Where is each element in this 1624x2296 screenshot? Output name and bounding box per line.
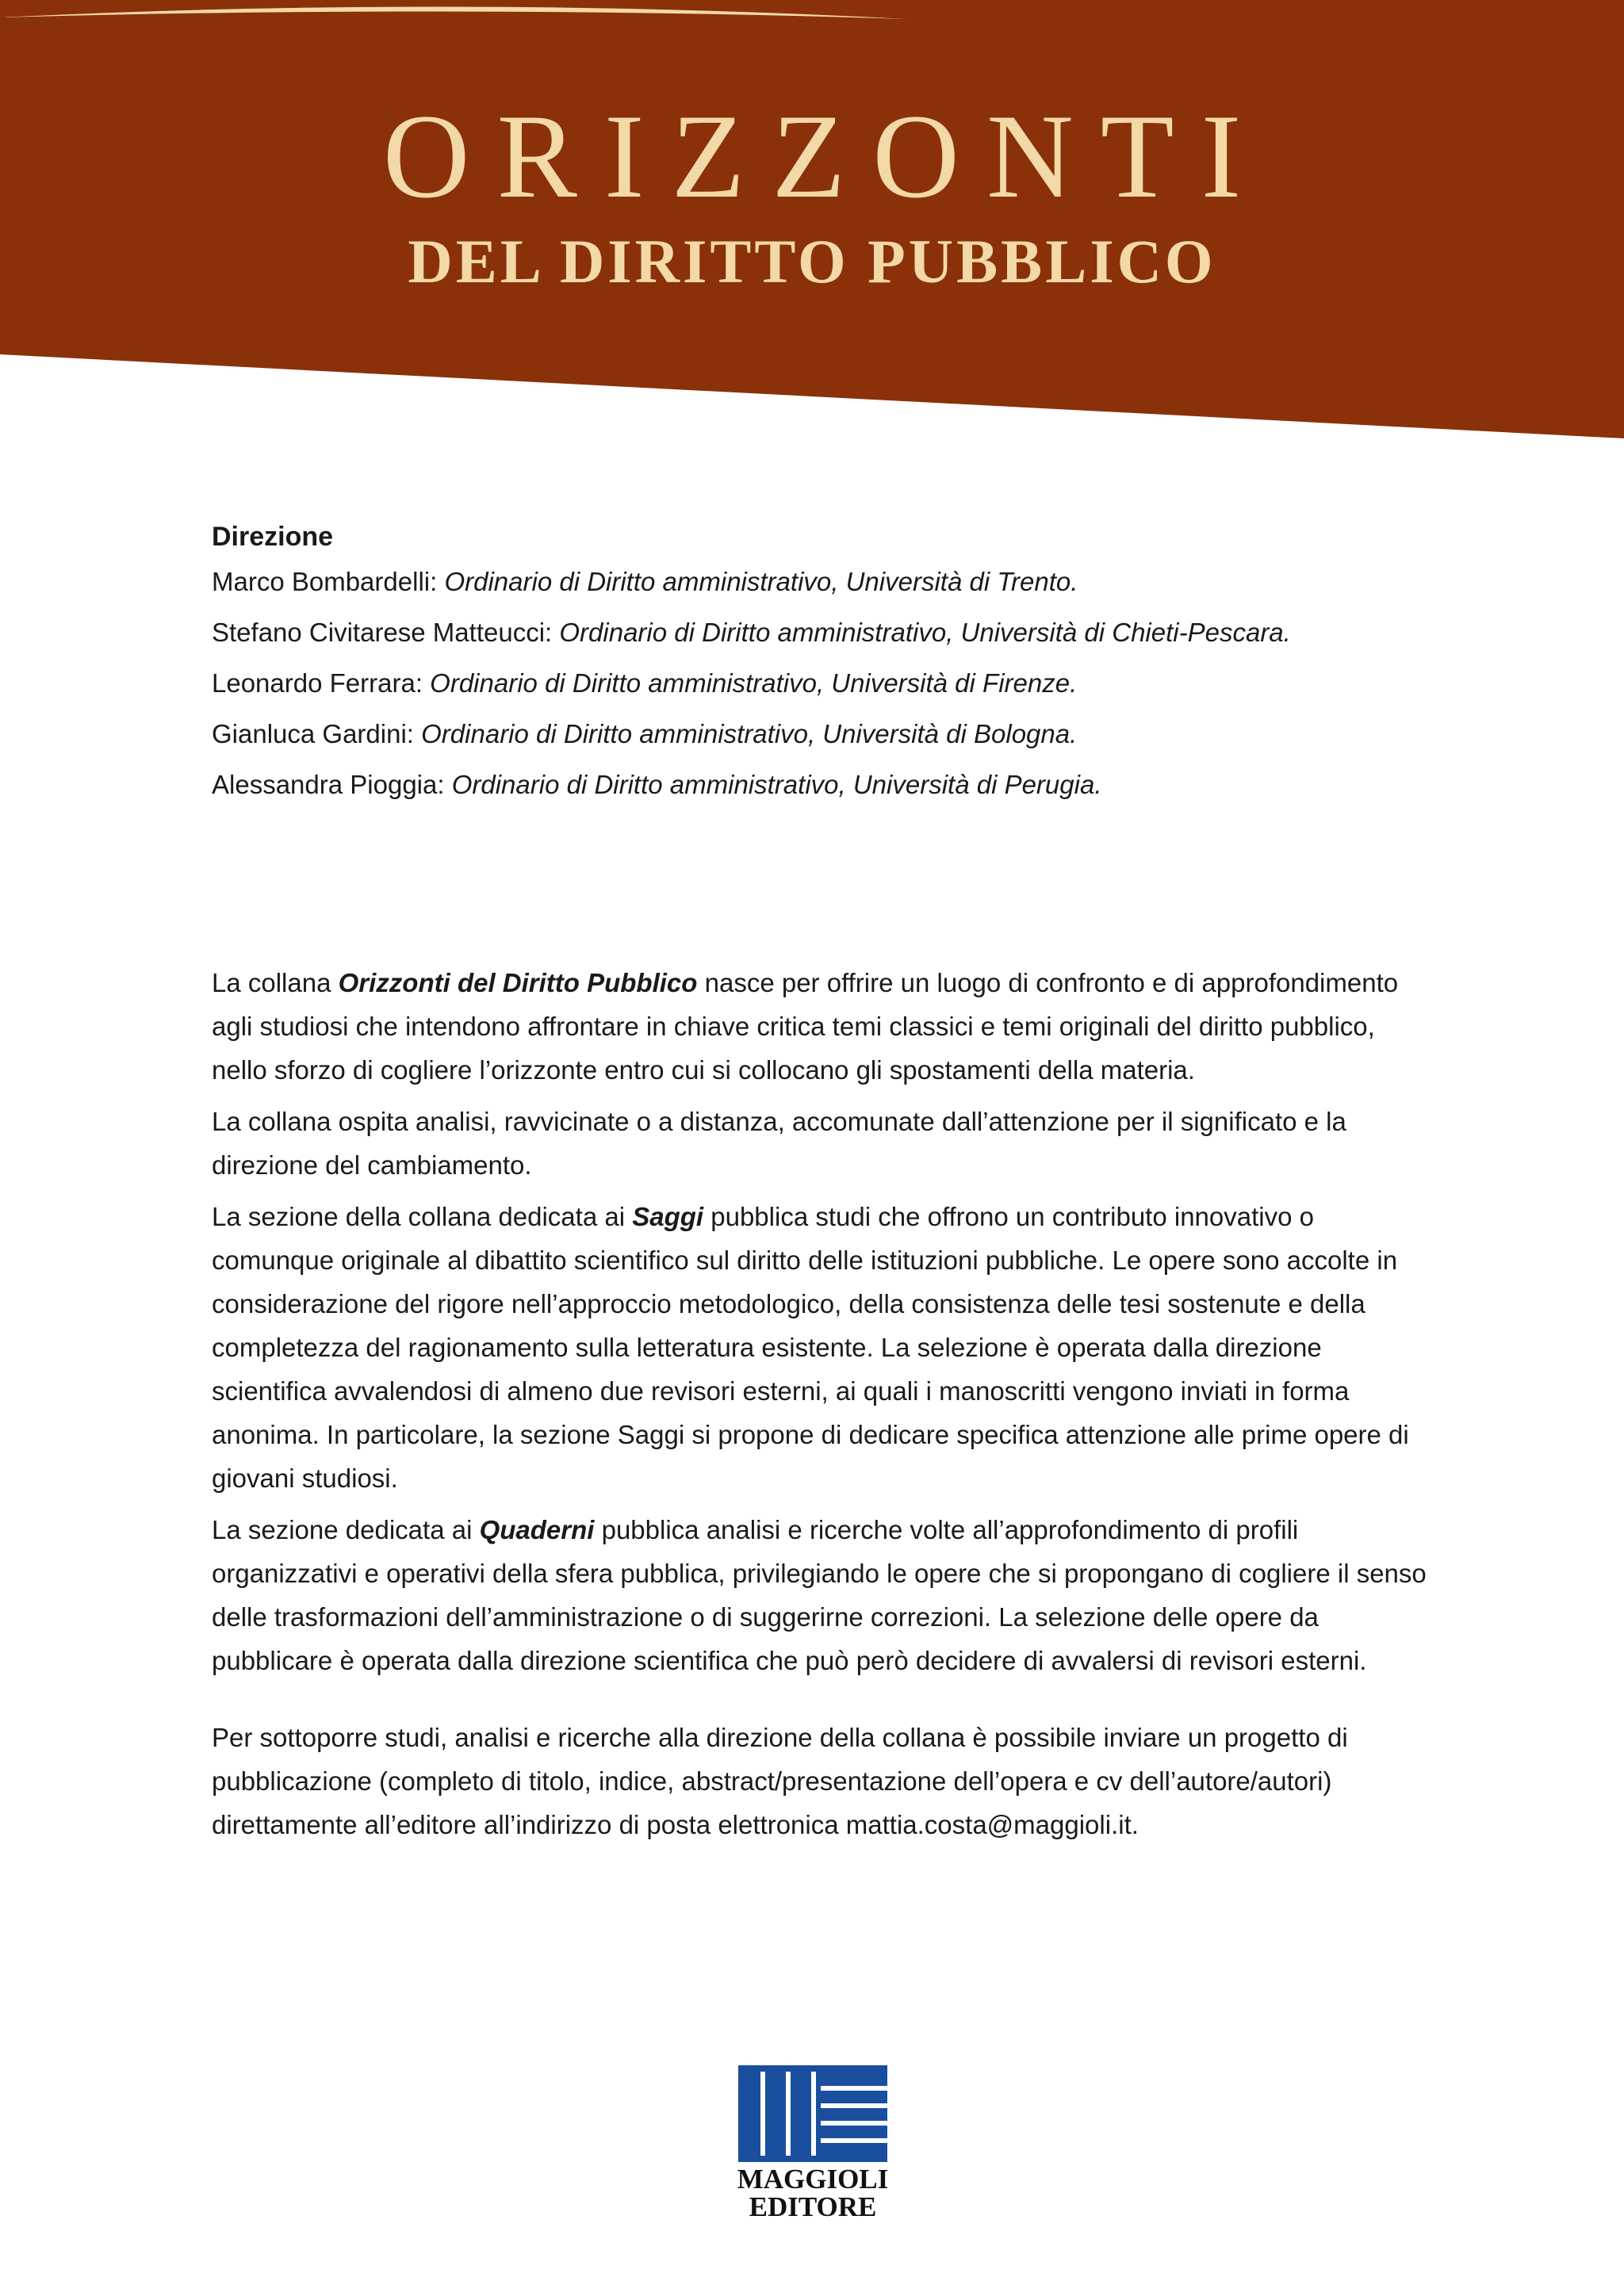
text-run: Per sottoporre studi, analisi e ricerche alla direzione della collana è possibile inviare un progetto di pubblicazione (completo di titolo, indice, abstract/presentazione dell’opera e cv dell’autore/autori) direttamente all’editore all’indirizzo di posta elettronica	[212, 1723, 1348, 1839]
direction-member: Alessandra Pioggia: Ordinario di Diritto amministrativo, Università di Perugia.	[212, 770, 1102, 799]
publisher-logo	[730, 2065, 896, 2222]
series-name-emphasis: Orizzonti del Diritto Pubblico	[338, 968, 698, 997]
text-run: pubblica analisi e ricerche volte all’approfondimento di profili organizzativi e operativi della sfera pubblica, privilegiando le opere che si propongano di cogliere il senso delle trasformazioni dell’amministrazione o di suggerirne correzioni. La selezione delle opere da pubblicare è operata dalla direzione scientifica che può però decidere di avvalersi di revisori esterni.	[212, 1515, 1427, 1675]
publisher-name	[730, 2165, 896, 2221]
text-run: La collana	[212, 968, 339, 997]
contact-email[interactable]: mattia.costa@maggioli.it	[845, 1810, 1132, 1839]
member-role: Ordinario di Diritto amministrativo, Università di Perugia.	[451, 770, 1102, 799]
series-description	[212, 961, 1433, 1854]
series-subtitle: DEL DIRITTO PUBBLICO	[408, 227, 1216, 296]
paragraph-submission	[212, 1716, 1433, 1846]
member-name: Stefano Civitarese Matteucci	[212, 618, 546, 647]
text-run: pubblica studi che offrono un contributo innovativo o comunque originale al dibattito scientifico sul diritto delle istituzioni pubbliche. Le opere sono accolte in considerazione del rigore nell’approccio metodologico, della consistenza delle tesi sostenute e della completezza del ragionamento sulla letteratura esistente. La selezione è operata dalla direzione scientifica avvalendosi di almeno due revisori esterni, ai quali i manoscritti vengono inviati in forma anonima. In particolare, la sezione Saggi si propone di dedicare specifica attenzione alle prime opere di giovani studiosi.	[212, 1202, 1409, 1493]
member-name: Alessandra Pioggia	[212, 770, 438, 799]
quaderni-emphasis: Quaderni	[479, 1515, 595, 1544]
member-role: Ordinario di Diritto amministrativo, Università di Chieti-Pescara.	[559, 618, 1291, 647]
direction-section	[212, 517, 1480, 810]
member-name: Gianluca Gardini	[212, 719, 407, 748]
text-run: La sezione dedicata ai	[212, 1515, 480, 1544]
text-run: .	[1131, 1810, 1139, 1839]
member-role: Ordinario di Diritto amministrativo, Università di Firenze.	[430, 668, 1078, 698]
direction-member: Stefano Civitarese Matteucci: Ordinario di Diritto amministrativo, Università di Chieti-Pescara.	[212, 618, 1291, 647]
member-name: Marco Bombardelli	[212, 567, 431, 596]
paragraph-quaderni	[212, 1508, 1433, 1682]
paragraph-saggi	[212, 1195, 1433, 1500]
saggi-emphasis: Saggi	[632, 1202, 704, 1231]
text-run: nasce per offrire un luogo di confronto e di approfondimento agli studiosi che intendono affrontare in chiave critica temi classici e temi originali del diritto pubblico, nello sforzo di cogliere l’orizzonte entro cui si collocano gli spostamenti della materia.	[212, 968, 1399, 1085]
series-title: ORIZZONTI	[382, 90, 1269, 223]
direction-member: Marco Bombardelli: Ordinario di Diritto amministrativo, Università di Trento.	[212, 567, 1078, 596]
maggioli-logo-mark	[738, 2065, 887, 2162]
publisher-name-line2: EDITORE	[749, 2191, 877, 2222]
title-swash-line	[0, 0, 908, 32]
text-run: La sezione della collana dedicata ai	[212, 1202, 633, 1231]
direction-heading: Direzione	[212, 522, 334, 552]
member-name: Leonardo Ferrara	[212, 668, 416, 698]
member-role: Ordinario di Diritto amministrativo, Università di Trento.	[444, 567, 1078, 596]
publisher-name-line1: MAGGIOLI	[737, 2164, 889, 2195]
paragraph-intro	[212, 961, 1433, 1092]
paragraph-analysis: La collana ospita analisi, ravvicinate o a distanza, accomunate dall’attenzione per il significato e la direzione del cambiamento.	[212, 1107, 1346, 1180]
direction-member: Leonardo Ferrara: Ordinario di Diritto amministrativo, Università di Firenze.	[212, 668, 1078, 698]
direction-member: Gianluca Gardini: Ordinario di Diritto amministrativo, Università di Bologna.	[212, 719, 1078, 748]
header-band	[0, 0, 1624, 444]
member-role: Ordinario di Diritto amministrativo, Università di Bologna.	[421, 719, 1078, 748]
